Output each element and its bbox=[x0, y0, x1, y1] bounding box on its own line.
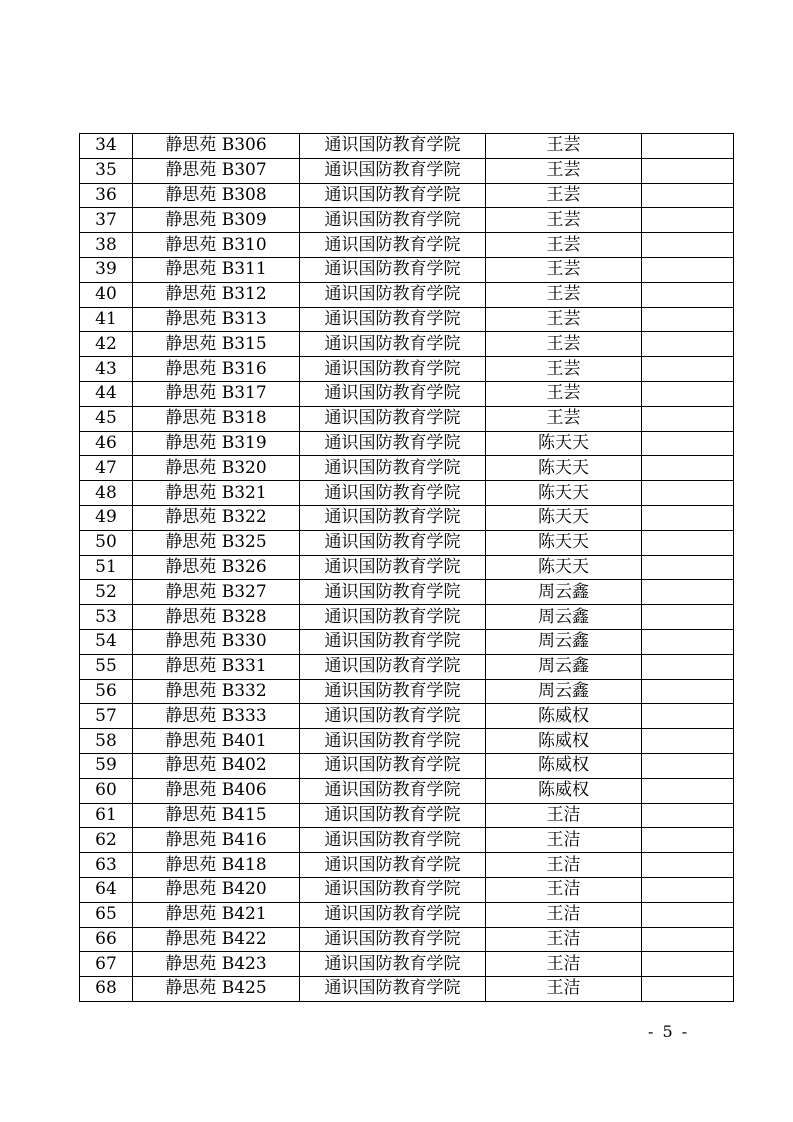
college-cell: 通识国防教育学院 bbox=[300, 431, 486, 456]
table-row bbox=[80, 406, 734, 431]
name-cell: 陈威权 bbox=[486, 704, 642, 729]
table-body bbox=[80, 134, 734, 1002]
college-cell: 通识国防教育学院 bbox=[300, 381, 486, 406]
remark-cell bbox=[642, 605, 734, 630]
name-cell: 王芸 bbox=[486, 208, 642, 233]
dormitory-assignment-table bbox=[79, 133, 734, 1002]
table-row bbox=[80, 704, 734, 729]
room-cell: 静思苑 B328 bbox=[133, 605, 300, 630]
name-cell: 陈威权 bbox=[486, 778, 642, 803]
college-cell: 通识国防教育学院 bbox=[300, 456, 486, 481]
room-cell: 静思苑 B420 bbox=[133, 877, 300, 902]
name-cell: 王芸 bbox=[486, 257, 642, 282]
room-cell: 静思苑 B306 bbox=[133, 134, 300, 159]
row-number-cell: 37 bbox=[80, 208, 133, 233]
name-cell: 王芸 bbox=[486, 357, 642, 382]
remark-cell bbox=[642, 456, 734, 481]
room-cell: 静思苑 B330 bbox=[133, 629, 300, 654]
room-cell: 静思苑 B332 bbox=[133, 679, 300, 704]
name-cell: 王芸 bbox=[486, 406, 642, 431]
room-cell: 静思苑 B312 bbox=[133, 282, 300, 307]
remark-cell bbox=[642, 753, 734, 778]
room-cell: 静思苑 B325 bbox=[133, 530, 300, 555]
name-cell: 周云鑫 bbox=[486, 605, 642, 630]
room-cell: 静思苑 B308 bbox=[133, 183, 300, 208]
remark-cell bbox=[642, 208, 734, 233]
remark-cell bbox=[642, 952, 734, 977]
table-row bbox=[80, 877, 734, 902]
room-cell: 静思苑 B331 bbox=[133, 654, 300, 679]
row-number-cell: 64 bbox=[80, 877, 133, 902]
row-number-cell: 68 bbox=[80, 977, 133, 1002]
college-cell: 通识国防教育学院 bbox=[300, 505, 486, 530]
row-number-cell: 44 bbox=[80, 381, 133, 406]
room-cell: 静思苑 B415 bbox=[133, 803, 300, 828]
room-cell: 静思苑 B326 bbox=[133, 555, 300, 580]
college-cell: 通识国防教育学院 bbox=[300, 704, 486, 729]
remark-cell bbox=[642, 729, 734, 754]
room-cell: 静思苑 B423 bbox=[133, 952, 300, 977]
remark-cell bbox=[642, 530, 734, 555]
table-row bbox=[80, 257, 734, 282]
row-number-cell: 50 bbox=[80, 530, 133, 555]
table-row bbox=[80, 208, 734, 233]
name-cell: 王洁 bbox=[486, 902, 642, 927]
remark-cell bbox=[642, 505, 734, 530]
remark-cell bbox=[642, 828, 734, 853]
page-number: - 5 - bbox=[648, 1022, 690, 1041]
room-cell: 静思苑 B316 bbox=[133, 357, 300, 382]
table-row bbox=[80, 778, 734, 803]
room-cell: 静思苑 B425 bbox=[133, 977, 300, 1002]
table-row bbox=[80, 729, 734, 754]
table-row bbox=[80, 828, 734, 853]
table-row bbox=[80, 530, 734, 555]
room-cell: 静思苑 B309 bbox=[133, 208, 300, 233]
remark-cell bbox=[642, 134, 734, 159]
name-cell: 王芸 bbox=[486, 307, 642, 332]
college-cell: 通识国防教育学院 bbox=[300, 877, 486, 902]
college-cell: 通识国防教育学院 bbox=[300, 134, 486, 159]
college-cell: 通识国防教育学院 bbox=[300, 729, 486, 754]
remark-cell bbox=[642, 778, 734, 803]
row-number-cell: 43 bbox=[80, 357, 133, 382]
name-cell: 陈威权 bbox=[486, 753, 642, 778]
table-row bbox=[80, 654, 734, 679]
college-cell: 通识国防教育学院 bbox=[300, 555, 486, 580]
name-cell: 王洁 bbox=[486, 803, 642, 828]
name-cell: 周云鑫 bbox=[486, 580, 642, 605]
remark-cell bbox=[642, 307, 734, 332]
row-number-cell: 48 bbox=[80, 481, 133, 506]
name-cell: 王芸 bbox=[486, 158, 642, 183]
row-number-cell: 53 bbox=[80, 605, 133, 630]
college-cell: 通识国防教育学院 bbox=[300, 952, 486, 977]
table-row bbox=[80, 282, 734, 307]
table-row bbox=[80, 233, 734, 258]
college-cell: 通识国防教育学院 bbox=[300, 778, 486, 803]
room-cell: 静思苑 B318 bbox=[133, 406, 300, 431]
remark-cell bbox=[642, 704, 734, 729]
room-cell: 静思苑 B307 bbox=[133, 158, 300, 183]
college-cell: 通识国防教育学院 bbox=[300, 257, 486, 282]
college-cell: 通识国防教育学院 bbox=[300, 307, 486, 332]
table-row bbox=[80, 753, 734, 778]
name-cell: 陈天天 bbox=[486, 530, 642, 555]
row-number-cell: 46 bbox=[80, 431, 133, 456]
remark-cell bbox=[642, 580, 734, 605]
remark-cell bbox=[642, 332, 734, 357]
room-cell: 静思苑 B315 bbox=[133, 332, 300, 357]
row-number-cell: 38 bbox=[80, 233, 133, 258]
row-number-cell: 56 bbox=[80, 679, 133, 704]
college-cell: 通识国防教育学院 bbox=[300, 332, 486, 357]
room-cell: 静思苑 B327 bbox=[133, 580, 300, 605]
row-number-cell: 60 bbox=[80, 778, 133, 803]
row-number-cell: 55 bbox=[80, 654, 133, 679]
remark-cell bbox=[642, 927, 734, 952]
table-row bbox=[80, 977, 734, 1002]
college-cell: 通识国防教育学院 bbox=[300, 282, 486, 307]
remark-cell bbox=[642, 406, 734, 431]
name-cell: 王洁 bbox=[486, 828, 642, 853]
college-cell: 通识国防教育学院 bbox=[300, 183, 486, 208]
name-cell: 陈威权 bbox=[486, 729, 642, 754]
room-cell: 静思苑 B421 bbox=[133, 902, 300, 927]
table-row bbox=[80, 629, 734, 654]
row-number-cell: 34 bbox=[80, 134, 133, 159]
room-cell: 静思苑 B402 bbox=[133, 753, 300, 778]
name-cell: 王洁 bbox=[486, 877, 642, 902]
name-cell: 王洁 bbox=[486, 952, 642, 977]
row-number-cell: 49 bbox=[80, 505, 133, 530]
table-row bbox=[80, 357, 734, 382]
row-number-cell: 39 bbox=[80, 257, 133, 282]
remark-cell bbox=[642, 803, 734, 828]
table-row bbox=[80, 555, 734, 580]
row-number-cell: 67 bbox=[80, 952, 133, 977]
college-cell: 通识国防教育学院 bbox=[300, 629, 486, 654]
remark-cell bbox=[642, 654, 734, 679]
name-cell: 王芸 bbox=[486, 282, 642, 307]
table-row bbox=[80, 580, 734, 605]
name-cell: 陈天天 bbox=[486, 505, 642, 530]
college-cell: 通识国防教育学院 bbox=[300, 902, 486, 927]
row-number-cell: 63 bbox=[80, 853, 133, 878]
remark-cell bbox=[642, 555, 734, 580]
row-number-cell: 45 bbox=[80, 406, 133, 431]
table-row bbox=[80, 381, 734, 406]
name-cell: 王芸 bbox=[486, 183, 642, 208]
room-cell: 静思苑 B418 bbox=[133, 853, 300, 878]
table-row bbox=[80, 605, 734, 630]
college-cell: 通识国防教育学院 bbox=[300, 208, 486, 233]
row-number-cell: 61 bbox=[80, 803, 133, 828]
college-cell: 通识国防教育学院 bbox=[300, 803, 486, 828]
remark-cell bbox=[642, 877, 734, 902]
row-number-cell: 62 bbox=[80, 828, 133, 853]
name-cell: 陈天天 bbox=[486, 456, 642, 481]
row-number-cell: 42 bbox=[80, 332, 133, 357]
college-cell: 通识国防教育学院 bbox=[300, 357, 486, 382]
remark-cell bbox=[642, 481, 734, 506]
remark-cell bbox=[642, 431, 734, 456]
name-cell: 陈天天 bbox=[486, 481, 642, 506]
row-number-cell: 35 bbox=[80, 158, 133, 183]
remark-cell bbox=[642, 233, 734, 258]
row-number-cell: 66 bbox=[80, 927, 133, 952]
room-cell: 静思苑 B317 bbox=[133, 381, 300, 406]
table-row bbox=[80, 183, 734, 208]
room-cell: 静思苑 B422 bbox=[133, 927, 300, 952]
name-cell: 周云鑫 bbox=[486, 654, 642, 679]
table-row bbox=[80, 505, 734, 530]
name-cell: 周云鑫 bbox=[486, 679, 642, 704]
college-cell: 通识国防教育学院 bbox=[300, 481, 486, 506]
college-cell: 通识国防教育学院 bbox=[300, 679, 486, 704]
table-row bbox=[80, 456, 734, 481]
row-number-cell: 65 bbox=[80, 902, 133, 927]
table-row bbox=[80, 158, 734, 183]
table-row bbox=[80, 431, 734, 456]
remark-cell bbox=[642, 282, 734, 307]
remark-cell bbox=[642, 902, 734, 927]
remark-cell bbox=[642, 629, 734, 654]
college-cell: 通识国防教育学院 bbox=[300, 927, 486, 952]
room-cell: 静思苑 B313 bbox=[133, 307, 300, 332]
room-cell: 静思苑 B401 bbox=[133, 729, 300, 754]
table-row bbox=[80, 332, 734, 357]
college-cell: 通识国防教育学院 bbox=[300, 233, 486, 258]
college-cell: 通识国防教育学院 bbox=[300, 977, 486, 1002]
row-number-cell: 58 bbox=[80, 729, 133, 754]
college-cell: 通识国防教育学院 bbox=[300, 753, 486, 778]
name-cell: 陈天天 bbox=[486, 431, 642, 456]
name-cell: 周云鑫 bbox=[486, 629, 642, 654]
college-cell: 通识国防教育学院 bbox=[300, 828, 486, 853]
row-number-cell: 59 bbox=[80, 753, 133, 778]
table-row bbox=[80, 952, 734, 977]
college-cell: 通识国防教育学院 bbox=[300, 158, 486, 183]
name-cell: 王芸 bbox=[486, 381, 642, 406]
room-cell: 静思苑 B406 bbox=[133, 778, 300, 803]
college-cell: 通识国防教育学院 bbox=[300, 530, 486, 555]
room-cell: 静思苑 B310 bbox=[133, 233, 300, 258]
remark-cell bbox=[642, 158, 734, 183]
table-row bbox=[80, 803, 734, 828]
row-number-cell: 52 bbox=[80, 580, 133, 605]
remark-cell bbox=[642, 679, 734, 704]
room-cell: 静思苑 B320 bbox=[133, 456, 300, 481]
row-number-cell: 51 bbox=[80, 555, 133, 580]
college-cell: 通识国防教育学院 bbox=[300, 654, 486, 679]
row-number-cell: 40 bbox=[80, 282, 133, 307]
room-cell: 静思苑 B319 bbox=[133, 431, 300, 456]
room-cell: 静思苑 B333 bbox=[133, 704, 300, 729]
table-row bbox=[80, 679, 734, 704]
room-cell: 静思苑 B321 bbox=[133, 481, 300, 506]
row-number-cell: 41 bbox=[80, 307, 133, 332]
remark-cell bbox=[642, 977, 734, 1002]
room-cell: 静思苑 B322 bbox=[133, 505, 300, 530]
name-cell: 陈天天 bbox=[486, 555, 642, 580]
name-cell: 王芸 bbox=[486, 134, 642, 159]
name-cell: 王芸 bbox=[486, 233, 642, 258]
remark-cell bbox=[642, 257, 734, 282]
college-cell: 通识国防教育学院 bbox=[300, 605, 486, 630]
name-cell: 王洁 bbox=[486, 853, 642, 878]
row-number-cell: 54 bbox=[80, 629, 133, 654]
name-cell: 王洁 bbox=[486, 927, 642, 952]
college-cell: 通识国防教育学院 bbox=[300, 406, 486, 431]
college-cell: 通识国防教育学院 bbox=[300, 580, 486, 605]
table-row bbox=[80, 902, 734, 927]
room-cell: 静思苑 B416 bbox=[133, 828, 300, 853]
remark-cell bbox=[642, 381, 734, 406]
table-row bbox=[80, 134, 734, 159]
row-number-cell: 57 bbox=[80, 704, 133, 729]
college-cell: 通识国防教育学院 bbox=[300, 853, 486, 878]
remark-cell bbox=[642, 853, 734, 878]
row-number-cell: 47 bbox=[80, 456, 133, 481]
room-cell: 静思苑 B311 bbox=[133, 257, 300, 282]
remark-cell bbox=[642, 183, 734, 208]
table-row bbox=[80, 853, 734, 878]
table-row bbox=[80, 927, 734, 952]
name-cell: 王洁 bbox=[486, 977, 642, 1002]
remark-cell bbox=[642, 357, 734, 382]
table-row bbox=[80, 307, 734, 332]
name-cell: 王芸 bbox=[486, 332, 642, 357]
row-number-cell: 36 bbox=[80, 183, 133, 208]
table-row bbox=[80, 481, 734, 506]
